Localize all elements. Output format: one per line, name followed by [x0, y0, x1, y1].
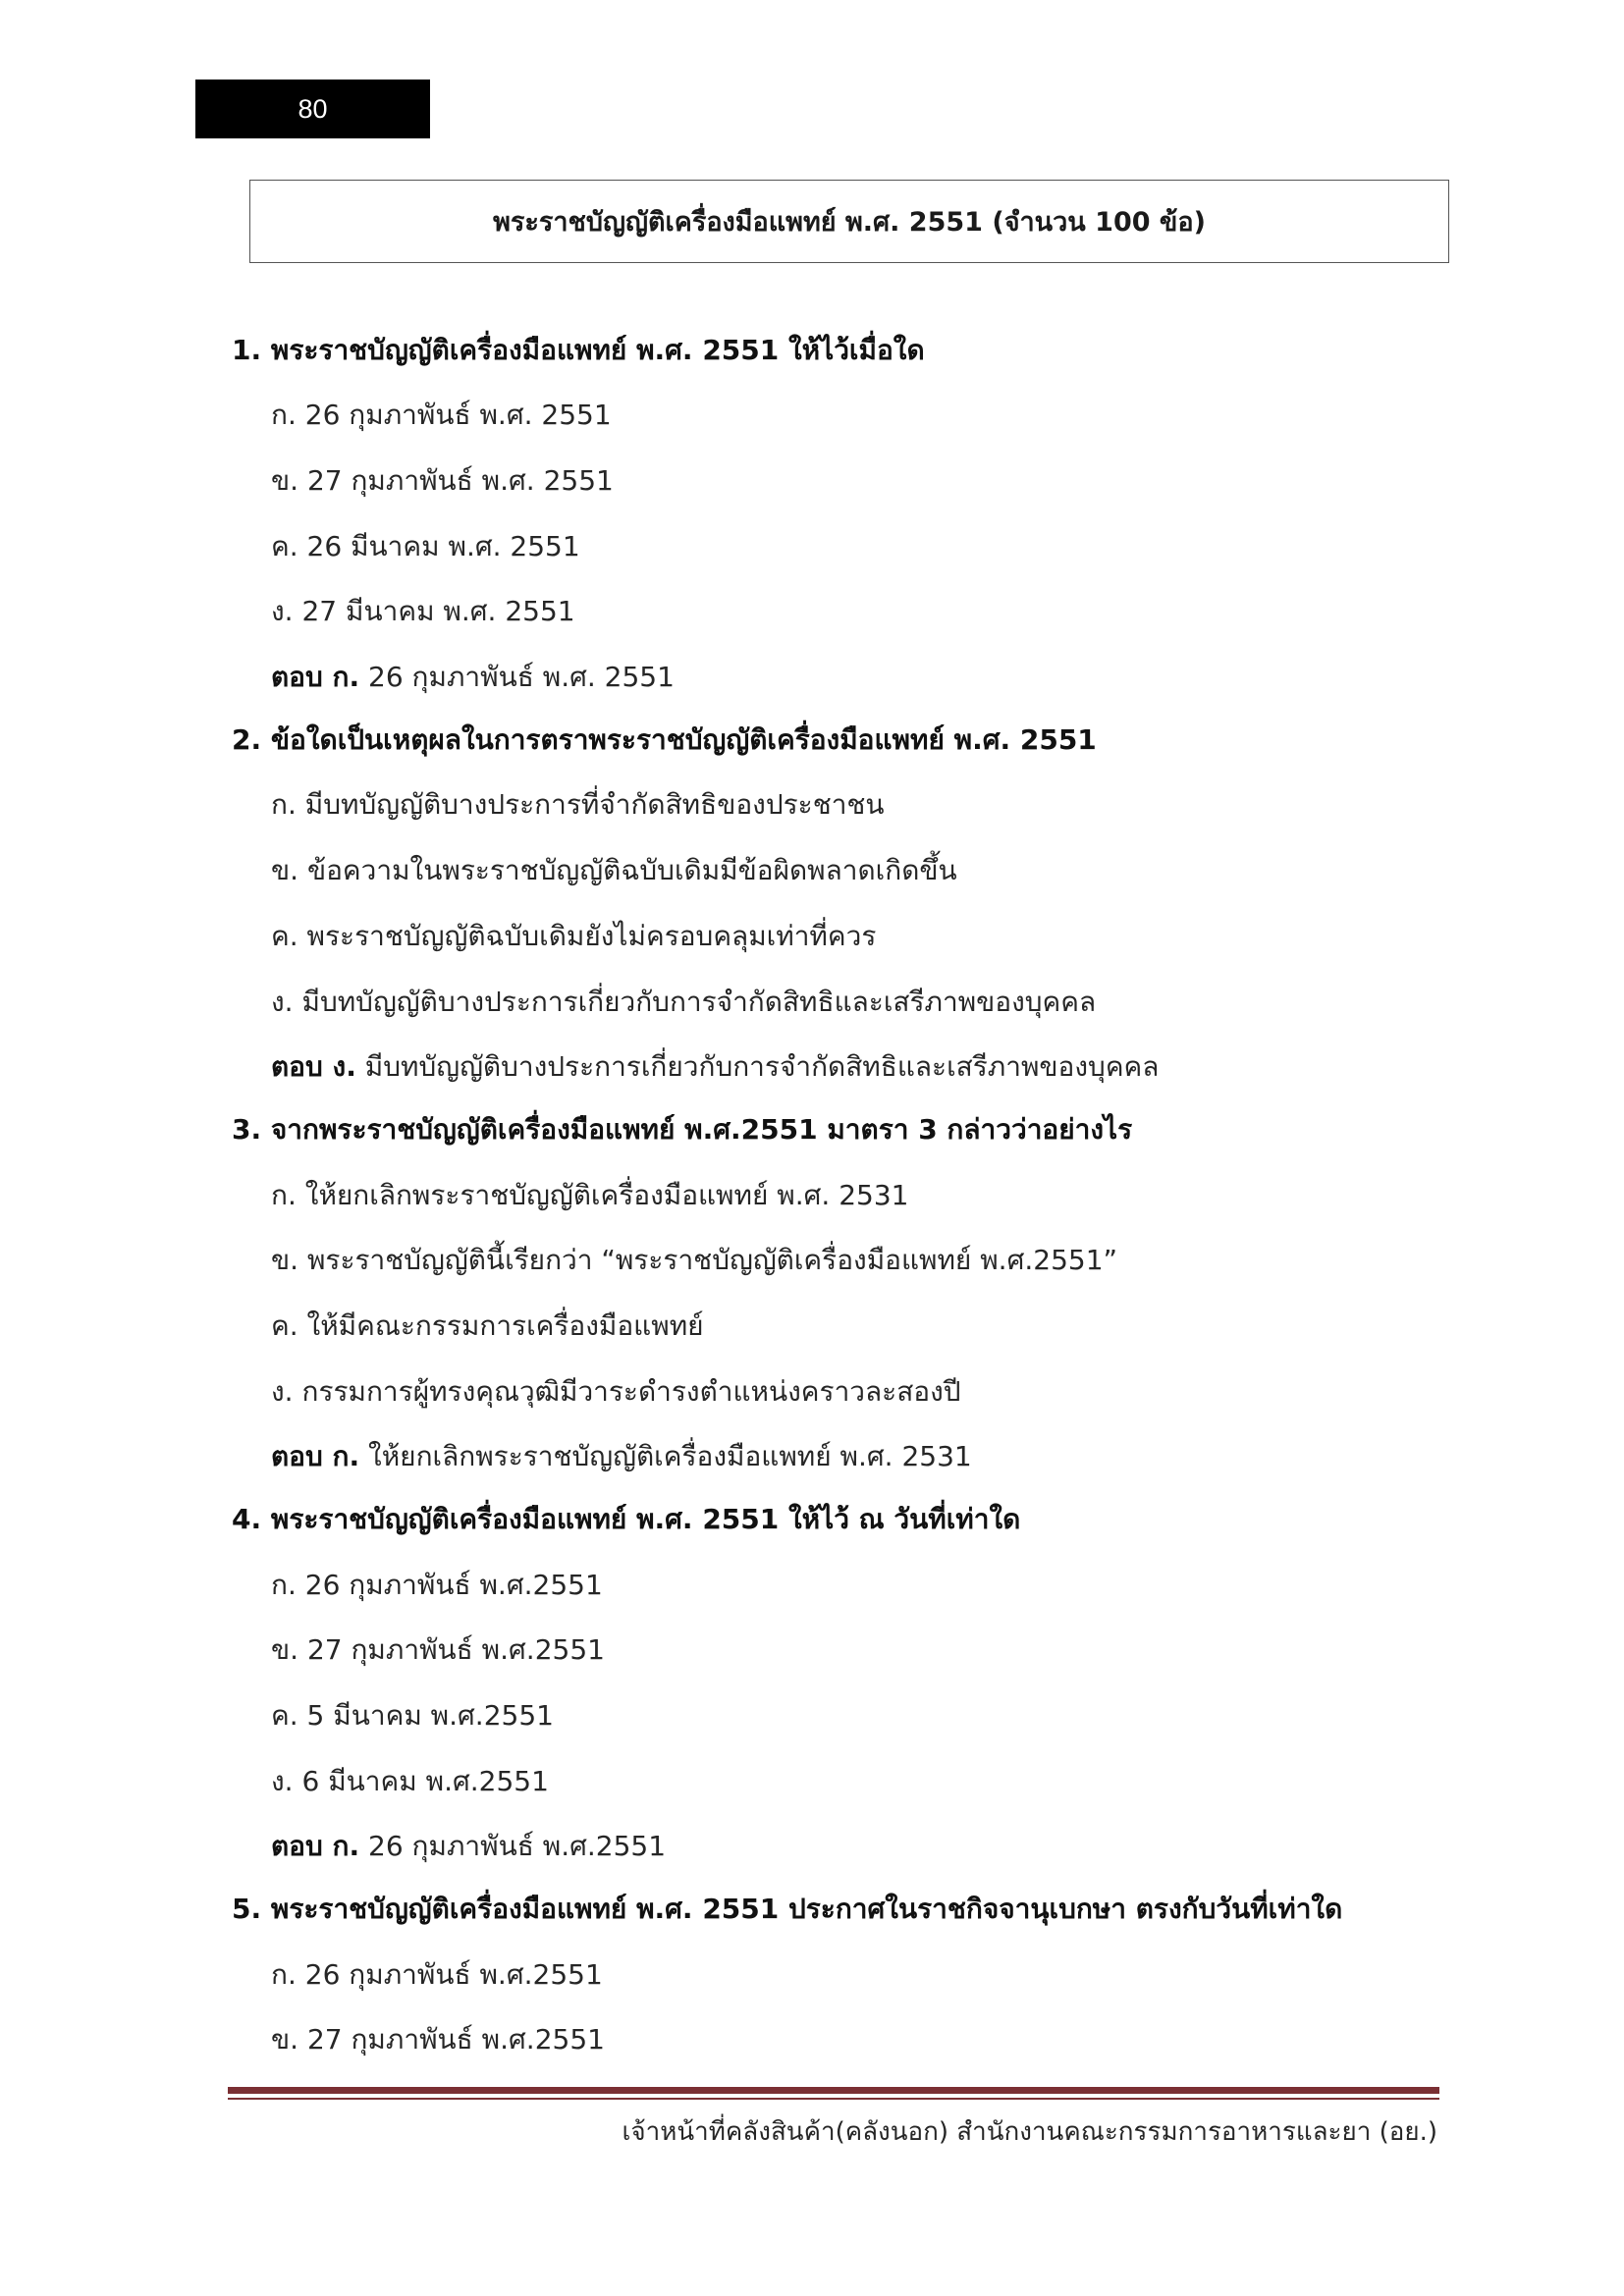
question-2: 2. ข้อใดเป็นเหตุผลในการตราพระราชบัญญัติเครื่องมือแพทย์ พ.ศ. 2551	[232, 723, 1097, 756]
answer-1: ตอบ ก. 26 กุมภาพันธ์ พ.ศ. 2551	[271, 661, 675, 693]
page-number-badge: 80	[195, 80, 430, 138]
question-5: 5. พระราชบัญญัติเครื่องมือแพทย์ พ.ศ. 2551 ประกาศในราชกิจจานุเบกษา ตรงกับวันที่เท่าใด	[232, 1893, 1343, 1925]
option-5-b: ข. 27 กุมภาพันธ์ พ.ศ.2551	[271, 2023, 605, 2056]
question-4: 4. พระราชบัญญัติเครื่องมือแพทย์ พ.ศ. 2551 ให้ไว้ ณ วันที่เท่าใด	[232, 1503, 1021, 1535]
option-4-b: ข. 27 กุมภาพันธ์ พ.ศ.2551	[271, 1633, 605, 1666]
footer-text: เจ้าหน้าที่คลังสินค้า(คลังนอก) สำนักงานคณะกรรมการอาหารและยา (อย.)	[622, 2117, 1437, 2147]
option-3-d: ง. กรรมการผู้ทรงคุณวุฒิมีวาระดำรงตำแหน่งคราวละสองปี	[271, 1375, 961, 1408]
option-2-b: ข. ข้อความในพระราชบัญญัติฉบับเดิมมีข้อผิดพลาดเกิดขึ้น	[271, 854, 957, 886]
option-1-b: ข. 27 กุมภาพันธ์ พ.ศ. 2551	[271, 464, 614, 497]
option-4-c: ค. 5 มีนาคม พ.ศ.2551	[271, 1699, 554, 1732]
option-1-d: ง. 27 มีนาคม พ.ศ. 2551	[271, 595, 575, 627]
footer-rule-thin	[228, 2098, 1439, 2100]
document-title: พระราชบัญญัติเครื่องมือแพทย์ พ.ศ. 2551 (จำนวน 100 ข้อ)	[493, 207, 1206, 238]
option-2-c: ค. พระราชบัญญัติฉบับเดิมยังไม่ครอบคลุมเท่าที่ควร	[271, 920, 877, 952]
option-1-a: ก. 26 กุมภาพันธ์ พ.ศ. 2551	[271, 399, 612, 431]
option-3-b: ข. พระราชบัญญัตินี้เรียกว่า “พระราชบัญญัติเครื่องมือแพทย์ พ.ศ.2551”	[271, 1244, 1118, 1276]
option-3-a: ก. ให้ยกเลิกพระราชบัญญัติเครื่องมือแพทย์ พ.ศ. 2531	[271, 1179, 909, 1211]
option-4-a: ก. 26 กุมภาพันธ์ พ.ศ.2551	[271, 1569, 603, 1601]
option-1-c: ค. 26 มีนาคม พ.ศ. 2551	[271, 530, 580, 562]
answer-2: ตอบ ง. มีบทบัญญัติบางประการเกี่ยวกับการจำกัดสิทธิและเสรีภาพของบุคคล	[271, 1050, 1160, 1083]
option-3-c: ค. ให้มีคณะกรรมการเครื่องมือแพทย์	[271, 1309, 704, 1342]
question-1: 1. พระราชบัญญัติเครื่องมือแพทย์ พ.ศ. 2551 ให้ไว้เมื่อใด	[232, 334, 925, 366]
footer-rule-thick	[228, 2087, 1439, 2094]
option-5-a: ก. 26 กุมภาพันธ์ พ.ศ.2551	[271, 1958, 603, 1991]
option-4-d: ง. 6 มีนาคม พ.ศ.2551	[271, 1765, 549, 1797]
answer-3: ตอบ ก. ให้ยกเลิกพระราชบัญญัติเครื่องมือแพทย์ พ.ศ. 2531	[271, 1440, 972, 1472]
option-2-a: ก. มีบทบัญญัติบางประการที่จำกัดสิทธิของประชาชน	[271, 788, 885, 821]
question-3: 3. จากพระราชบัญญัติเครื่องมือแพทย์ พ.ศ.2551 มาตรา 3 กล่าวว่าอย่างไร	[232, 1113, 1133, 1146]
answer-4: ตอบ ก. 26 กุมภาพันธ์ พ.ศ.2551	[271, 1830, 667, 1862]
option-2-d: ง. มีบทบัญญัติบางประการเกี่ยวกับการจำกัดสิทธิและเสรีภาพของบุคคล	[271, 986, 1097, 1018]
